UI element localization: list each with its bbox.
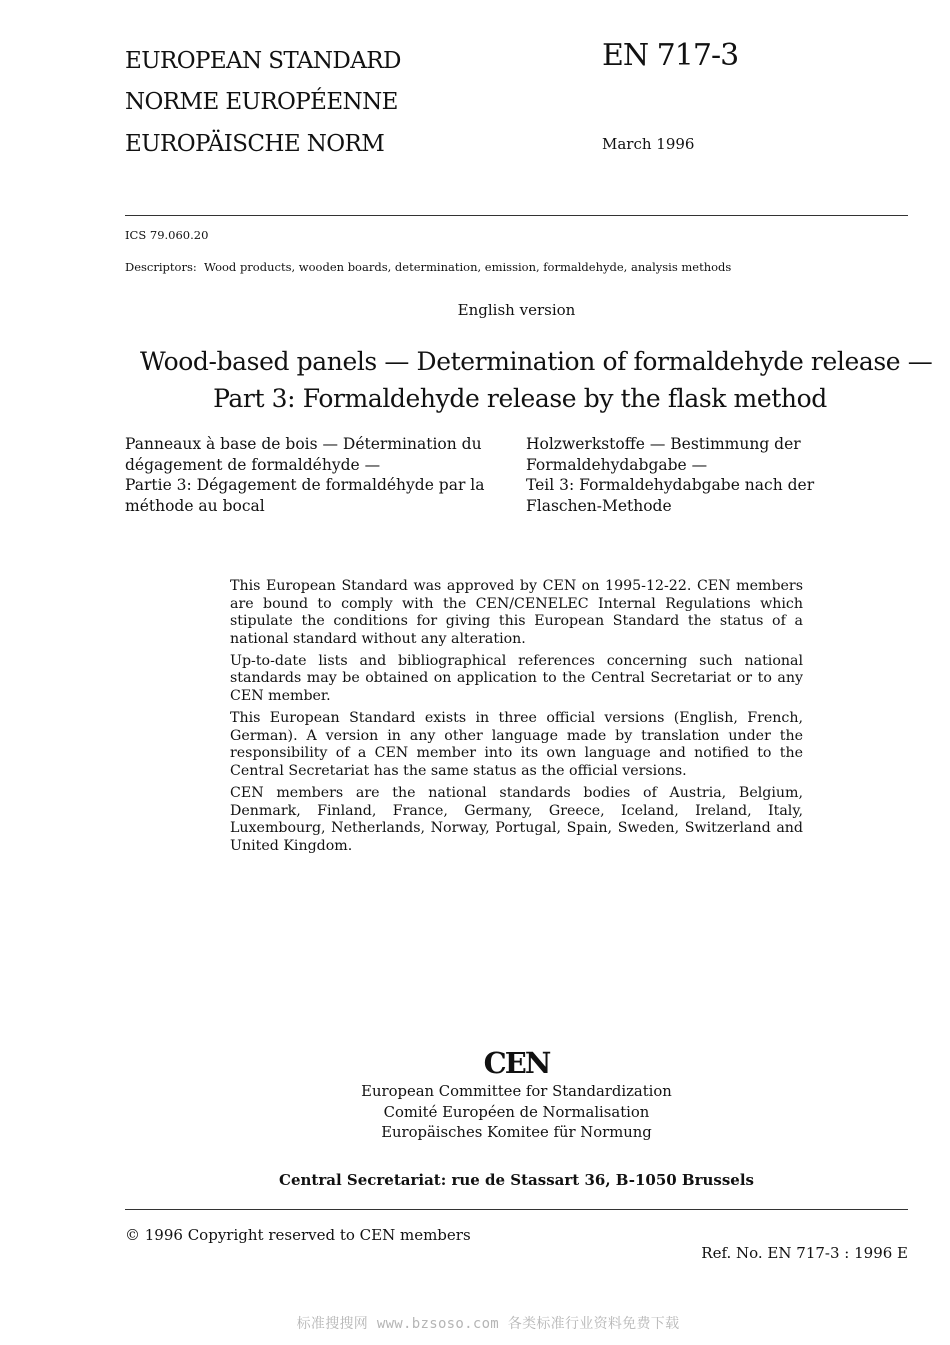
german-title [526, 434, 906, 517]
title-line-2: Part 3: Formaldehyde release by the flask method [213, 384, 827, 413]
header-divider [125, 215, 908, 216]
cen-name-en: European Committee for Standardization [361, 1083, 672, 1100]
footer-divider [125, 1209, 908, 1210]
central-secretariat: Central Secretariat: rue de Stassart 36, B-1050 Brussels [279, 1171, 754, 1189]
publication-date: March 1996 [602, 135, 695, 153]
french-title-line: Panneaux à base de bois — Détermination du [125, 435, 482, 453]
french-title-line: dégagement de formaldéhyde — [125, 455, 381, 474]
watermark: 标准搜搜网 www.bzsoso.com 各类标准行业资料免费下载 [296, 1316, 680, 1332]
notice-paragraph: Up-to-date lists and bibliographical references concerning such national standards may be obtained on application to the Central Secretariat or to any CEN member. [230, 652, 803, 705]
cen-name-de: Europäisches Komitee für Normung [381, 1124, 652, 1141]
approval-notice [230, 578, 803, 860]
descriptors [125, 260, 731, 274]
header-line-fr: NORME EUROPÉENNE [125, 89, 398, 115]
german-title-line: Formaldehydabgabe — [526, 455, 708, 474]
standard-number: EN 717-3 [602, 38, 739, 73]
notice-paragraph: This European Standard was approved by CEN on 1995-12-22. CEN members are bound to comply with the CEN/CENELEC Internal Regulations which stipulate the conditions for giving this European Standard the status of a national standard without any alteration. [230, 578, 803, 647]
cen-logo: CEN [483, 1046, 550, 1080]
copyright: © 1996 Copyright reserved to CEN members [125, 1226, 471, 1244]
german-title-line: Teil 3: Formaldehydabgabe nach der [526, 476, 815, 495]
header-line-en: EUROPEAN STANDARD [125, 48, 401, 74]
cen-name-fr: Comité Européen de Normalisation [383, 1104, 650, 1121]
notice-paragraph: This European Standard exists in three official versions (English, French, German). A version in any other language made by translation under the responsibility of a CEN member into its own language and notified to the Central Secretariat has the same status as the official versions. [230, 710, 803, 779]
german-title-line: Holzwerkstoffe — Bestimmung der [526, 435, 801, 453]
french-title [125, 434, 505, 517]
ics-code: ICS 79.060.20 [125, 228, 209, 242]
french-title-line: méthode au bocal [125, 497, 265, 516]
header-line-de: EUROPÄISCHE NORM [125, 131, 385, 157]
notice-paragraph: CEN members are the national standards bodies of Austria, Belgium, Denmark, Finland, France, Germany, Greece, Iceland, Ireland, Italy, Luxembourg, Netherlands, Norway, Portugal, Spain, Sweden, Switzerland and United Kingdom. [230, 785, 803, 854]
reference-number: Ref. No. EN 717-3 : 1996 E [701, 1244, 908, 1262]
version-label: English version [457, 301, 576, 319]
french-title-line: Partie 3: Dégagement de formaldéhyde par la [125, 476, 485, 495]
descriptors-label: Descriptors: [125, 260, 197, 274]
german-title-line: Flaschen-Methode [526, 497, 672, 516]
title-line-1: Wood-based panels — Determination of formaldehyde release — [140, 347, 933, 376]
descriptors-text: Wood products, wooden boards, determination, emission, formaldehyde, analysis methods [204, 260, 732, 274]
